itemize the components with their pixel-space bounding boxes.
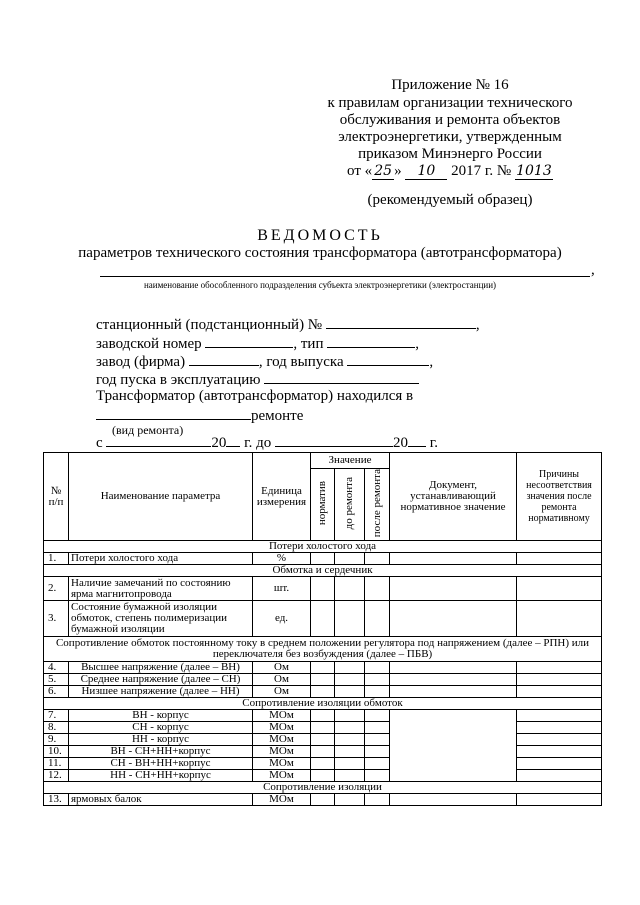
year-blank[interactable]: [347, 352, 429, 366]
table-row: 6. Низшее напряжение (далее – НН) Ом: [44, 686, 602, 698]
table-row: 5. Среднее напряжение (далее – СН) Ом: [44, 674, 602, 686]
date-month: 10: [405, 163, 447, 180]
sample-note: (рекомендуемый образец): [367, 192, 533, 208]
section-resistance: Сопротивление обмоток постоянному току в среднем положении регулятора под напряжением (далее – РПН) или переключателя без возбуждения (далее – ПБВ): [44, 637, 602, 662]
table-row: 8. СН - корпус МОм: [44, 722, 602, 734]
table-row: 1. Потери холостого хода %: [44, 553, 602, 565]
appendix-line-2: к правилам организации технического: [327, 95, 573, 111]
plant-blank[interactable]: [189, 352, 259, 366]
col-header-unit: Единица измерения: [253, 453, 311, 541]
table-row: 2. Наличие замечаний по состоянию ярма магнитопровода шт.: [44, 577, 602, 601]
start-year-field: год пуска в эксплуатацию: [96, 370, 419, 389]
station-number-field: станционный (подстанционный) № ,: [96, 317, 480, 333]
section-insulation: Сопротивление изоляции: [44, 782, 602, 794]
order-number: 1013: [516, 163, 552, 179]
col-header-before: до ремонта: [343, 476, 355, 530]
section-losses: Потери холостого хода: [44, 541, 602, 553]
factory-number-field: заводской номер , тип ,: [96, 336, 419, 352]
repair-type-blank[interactable]: [96, 406, 251, 420]
repair-type-field: ремонте: [96, 406, 303, 425]
table-row: 12. НН - СН+НН+корпус МОм: [44, 770, 602, 782]
type-blank[interactable]: [327, 334, 415, 348]
col-header-after-cell: [365, 469, 390, 541]
parameters-table: [43, 452, 602, 806]
table-row: 13. ярмовых балок МОм: [44, 794, 602, 806]
to-date-blank[interactable]: [275, 433, 393, 447]
order-date-line: [300, 163, 600, 180]
to-year-blank[interactable]: [408, 433, 426, 447]
appendix-line-5: приказом Минэнерго России: [358, 146, 542, 162]
date-prefix: от «: [347, 163, 373, 179]
section-core: Обмотка и сердечник: [44, 565, 602, 577]
table-row: 10. ВН - СН+НН+корпус МОм: [44, 746, 602, 758]
col-header-norm: норматив: [316, 481, 328, 526]
table-row: 7. ВН - корпус МОм: [44, 710, 602, 722]
start-year-blank[interactable]: [264, 370, 419, 384]
col-header-doc: Документ, устанавливающий нормативное значение: [390, 453, 517, 541]
col-header-name: Наименование параметра: [69, 453, 253, 541]
table-row: 9. НН - корпус МОм: [44, 734, 602, 746]
table-row: 11. СН - ВН+НН+корпус МОм: [44, 758, 602, 770]
table-row: 3. Состояние бумажной изоляции обмоток, степень полимеризации бумажной изоляции ед.: [44, 601, 602, 637]
from-year-blank[interactable]: [226, 433, 240, 447]
date-day: 25: [372, 163, 394, 180]
col-header-after: после ремонта: [370, 469, 383, 538]
date-mid: »: [394, 163, 402, 179]
col-header-reasons: Причины несоответствия значения после ремонта нормативному: [517, 453, 602, 541]
appendix-line-3: обслуживания и ремонта объектов: [339, 112, 561, 128]
org-caption: наименование обособленного подразделения субъекта электроэнергетики (электростанции): [143, 280, 497, 290]
from-date-blank[interactable]: [106, 433, 211, 447]
station-number-blank[interactable]: [326, 315, 476, 329]
document-title: ВЕДОМОСТЬ: [257, 227, 383, 244]
col-header-before-cell: [335, 469, 365, 541]
transformer-was-field: Трансформатор (автотрансформатор) находился в: [96, 388, 414, 404]
org-name-line: [100, 276, 590, 277]
repair-period-field: с 20 г. до 20 г.: [96, 435, 438, 451]
factory-number-blank[interactable]: [205, 334, 293, 348]
date-year: 2017 г. №: [451, 163, 512, 179]
col-header-num: № п/п: [44, 453, 69, 541]
col-header-value: Значение: [311, 453, 390, 469]
col-header-norm-cell: [311, 469, 335, 541]
org-line-comma: ,: [591, 262, 595, 278]
repair-kind-caption: (вид ремонта): [112, 423, 184, 437]
section-insulation-windings: Сопротивление изоляции обмоток: [44, 698, 602, 710]
plant-field: завод (фирма) , год выпуска ,: [96, 354, 434, 370]
table-row: 4. Высшее напряжение (далее – ВН) Ом: [44, 662, 602, 674]
appendix-number: Приложение № 16: [391, 77, 509, 93]
document-subtitle: параметров технического состояния трансформатора (автотрансформатора): [78, 245, 562, 261]
appendix-line-4: электроэнергетики, утвержденным: [338, 129, 562, 145]
